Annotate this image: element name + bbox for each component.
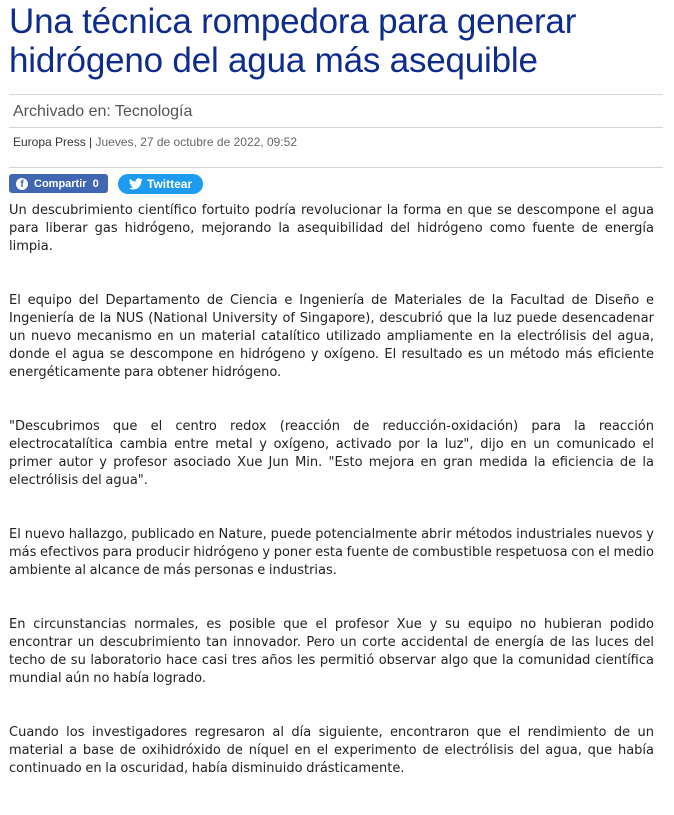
article-paragraph: Un descubrimiento científico fortuito podría revolucionar la forma en que se descompone el agua para liberar gas hidrógeno, mejorando la asequibilidad del hidrógeno como fuente de energía limpia. — [9, 203, 654, 254]
twitter-share-button[interactable] — [118, 174, 203, 194]
article-paragraph: El equipo del Departamento de Ciencia e Ingeniería de Materiales de la Facultad de Diseño e Ingeniería de la NUS (National University of Singapore), descubrió que la luz puede desencadenar un nuevo mecanismo en un material catalítico utilizado ampliamente en la electrólisis del agua, donde el agua se descompone en hidrógeno y oxígeno. El resultado es un método más eficiente energéticamente para obtener hidrógeno. — [9, 293, 654, 380]
facebook-share-label: Compartir — [34, 177, 87, 190]
article-paragraph: "Descubrimos que el centro redox (reacción de reducción-oxidación) para la reacción electrocatalítica cambia entre metal y oxígeno, activado por la luz", dijo en un comunicado el primer autor y profesor asociado Xue Jun Min. "Esto mejora en gran medida la eficiencia de la electrólisis del agua". — [9, 419, 654, 488]
article-paragraph: Cuando los investigadores regresaron al día siguiente, encontraron que el rendimiento de un material a base de oxihidróxido de níquel en el experimento de electrólisis del agua, que había continuado en la oscuridad, había disminuido drásticamente. — [9, 725, 654, 776]
archive-line — [13, 103, 192, 121]
publish-date: Jueves, 27 de octubre de 2022, 09:52 — [95, 135, 297, 149]
divider — [9, 94, 663, 95]
category-link[interactable]: Tecnología — [115, 103, 193, 120]
byline-separator: | — [85, 135, 96, 149]
facebook-share-button[interactable] — [9, 174, 108, 193]
facebook-share-count: 0 — [92, 177, 99, 190]
article-paragraph: En circunstancias normales, es posible que el profesor Xue y su equipo no hubieran podido encontrar un descubrimiento tan innovador. Pero un corte accidental de energía de las luces del techo de su laboratorio hace casi tres años les permitió observar algo que la comunidad científica mundial aún no había logrado. — [9, 617, 654, 686]
facebook-icon: f — [16, 178, 28, 190]
divider — [9, 127, 663, 128]
archive-prefix: Archivado en: — [13, 103, 115, 120]
article-paragraph: El nuevo hallazgo, publicado en Nature, puede potencialmente abrir métodos industriales nuevos y más efectivos para producir hidrógeno y poner esta fuente de combustible respetuosa con el medio ambiente al alcance de más personas e industrias. — [9, 527, 654, 578]
article-body — [9, 202, 654, 814]
article-title: Una técnica rompedora para generar hidrógeno del agua más asequible — [9, 2, 577, 80]
twitter-bird-icon — [129, 178, 143, 190]
source-name: Europa Press — [13, 135, 86, 149]
divider — [9, 167, 663, 168]
twitter-share-label: Twittear — [147, 177, 193, 191]
byline — [13, 135, 297, 149]
